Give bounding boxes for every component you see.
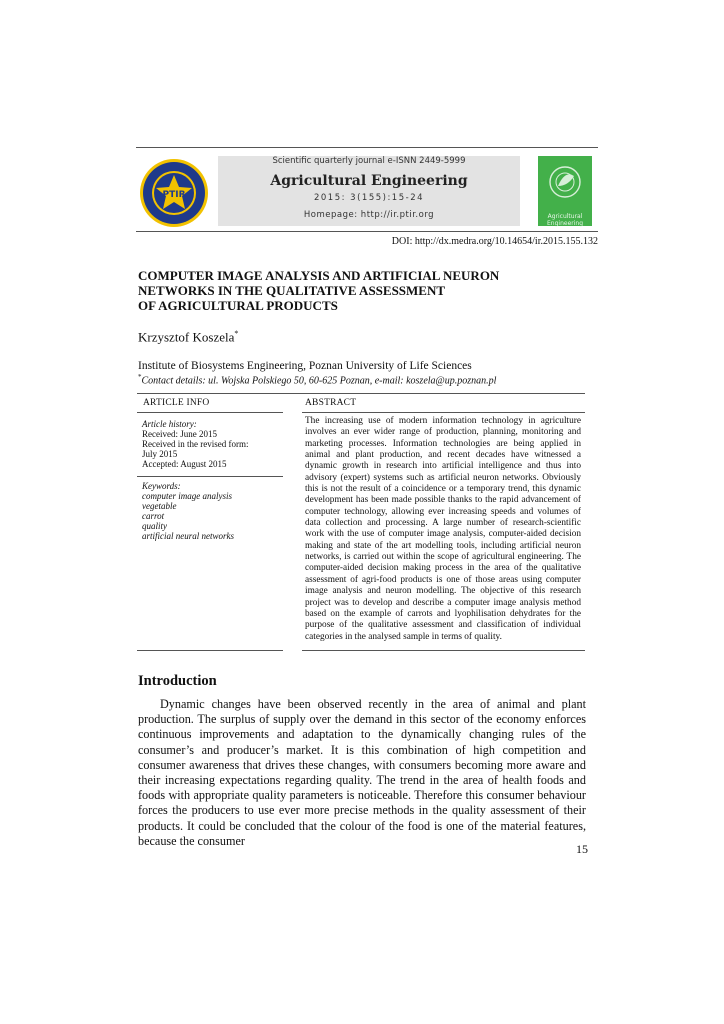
accepted-date: Accepted: August 2015 xyxy=(142,459,227,469)
keyword-4: quality xyxy=(142,521,167,531)
page-number: 15 xyxy=(576,842,588,856)
title-line-2: NETWORKS IN THE QUALITATIVE ASSESSMENT xyxy=(138,283,446,298)
info-bottom-rule xyxy=(137,650,283,651)
journal-line: Scientific quarterly journal e-ISNN 2449-5999 xyxy=(272,156,466,166)
keyword-1: computer image analysis xyxy=(142,491,232,501)
ptir-logo xyxy=(139,158,209,228)
leaf-globe-icon xyxy=(538,156,592,208)
logo-right-text-1: Agricultural xyxy=(547,213,583,220)
article-history xyxy=(142,419,248,469)
info-top-rule xyxy=(137,393,585,394)
affiliation: Institute of Biosystems Engineering, Poznan University of Life Sciences xyxy=(138,360,472,372)
abstract-heading-rule xyxy=(302,412,585,413)
introduction-heading: Introduction xyxy=(138,673,217,689)
history-label xyxy=(142,419,248,429)
author-mark: * xyxy=(234,329,239,338)
article-info-heading: ARTICLE INFO xyxy=(143,398,210,408)
contact-details xyxy=(138,373,496,386)
title-line-1: COMPUTER IMAGE ANALYSIS AND ARTIFICIAL NEURON xyxy=(138,268,500,283)
introduction-paragraph: Dynamic changes have been observed recently in the area of animal and plant production. The surplus of supply over the demand in this sector of the economy enforces continuous improvements and adaptation to the dynamically changing rules of the consumer’s and producer’s market. It is this combination of high competition and consumer awareness that drives these changes, with consumers becoming more aware and their increasing expectations regarding quality. The trend in the area of health foods and foods with appropriate quality parameters is noticeable. Therefore this consumer behaviour forces the producers to use ever more precise methods in the quality assessment of their products. It could be concluded that the colour of the food is one of the material features, because the consumer xyxy=(138,697,586,848)
history-rule xyxy=(137,476,283,477)
article-title xyxy=(138,268,578,313)
history-label-text: Article history: xyxy=(142,419,197,429)
abstract-text: The increasing use of modern information technology in agriculture involves an ever wider range of production, planning, monitoring and marketing processes. Information technologies are being applied in animal and plant production, and recent decades have witnessed a dynamic growth in research into artificial intelligence and thus into advisory (expert) systems such as artificial neuron networks. Obviously this is not the result of a coincidence or a temporary trend, this dynamic development has been made possible thanks to the rapid advancement of computer technology, allowing ever increasing speeds and volumes of data collection and processing. A large number of research-scientific work with the use of computer image analysis, computer-aided decision making and state of the art modelling tools, including artificial neuron networks, is carried out within the scope of agricultural engineering. The computer-aided decision making process in the area of the qualitative assessment of agri-food products is one of those areas using computer image analysis and neuron modelling. The objective of this research project was to develop and describe a computer image analysis method based on the example of carrots and lyophilisation dehydrates for the purpose of the qualitative assessment and classification of individual categories in the analysed sample in terms of quality. xyxy=(305,416,581,642)
author xyxy=(138,329,238,345)
contact-text: Contact details: ul. Wojska Polskiego 50, 60-625 Poznan, e-mail: koszela@up.poznan.pl xyxy=(141,375,497,387)
keyword-5: artificial neural networks xyxy=(142,531,234,541)
abstract-heading: ABSTRACT xyxy=(305,398,357,408)
journal-homepage: Homepage: http://ir.ptir.org xyxy=(303,210,435,220)
contact-mark: * xyxy=(138,373,142,381)
keywords-label: Keywords: xyxy=(142,481,181,491)
header-top-rule xyxy=(136,147,598,148)
info-heading-rule xyxy=(137,412,283,413)
received-date: Received: June 2015 xyxy=(142,429,217,439)
header-bottom-rule xyxy=(136,231,598,232)
revised-label: Received in the revised form: xyxy=(142,439,249,449)
author-name: Krzysztof Koszela xyxy=(138,329,235,345)
abstract-bottom-rule xyxy=(302,650,585,651)
journal-name: Agricultural Engineering xyxy=(270,173,468,189)
revised-date: July 2015 xyxy=(142,449,178,459)
logo-right-text-2: Engineering xyxy=(547,220,583,227)
keyword-3: carrot xyxy=(142,511,165,521)
keyword-2: vegetable xyxy=(142,501,177,511)
agricultural-engineering-logo xyxy=(538,156,592,226)
journal-issue: 2015: 3(155):15-24 xyxy=(313,193,425,203)
ptir-logo-text: PTIR xyxy=(162,190,186,200)
keywords-block xyxy=(142,481,234,541)
doi-link[interactable]: DOI: http://dx.medra.org/10.14654/ir.2015.155.132 xyxy=(391,236,598,247)
title-line-3: OF AGRICULTURAL PRODUCTS xyxy=(138,298,338,313)
